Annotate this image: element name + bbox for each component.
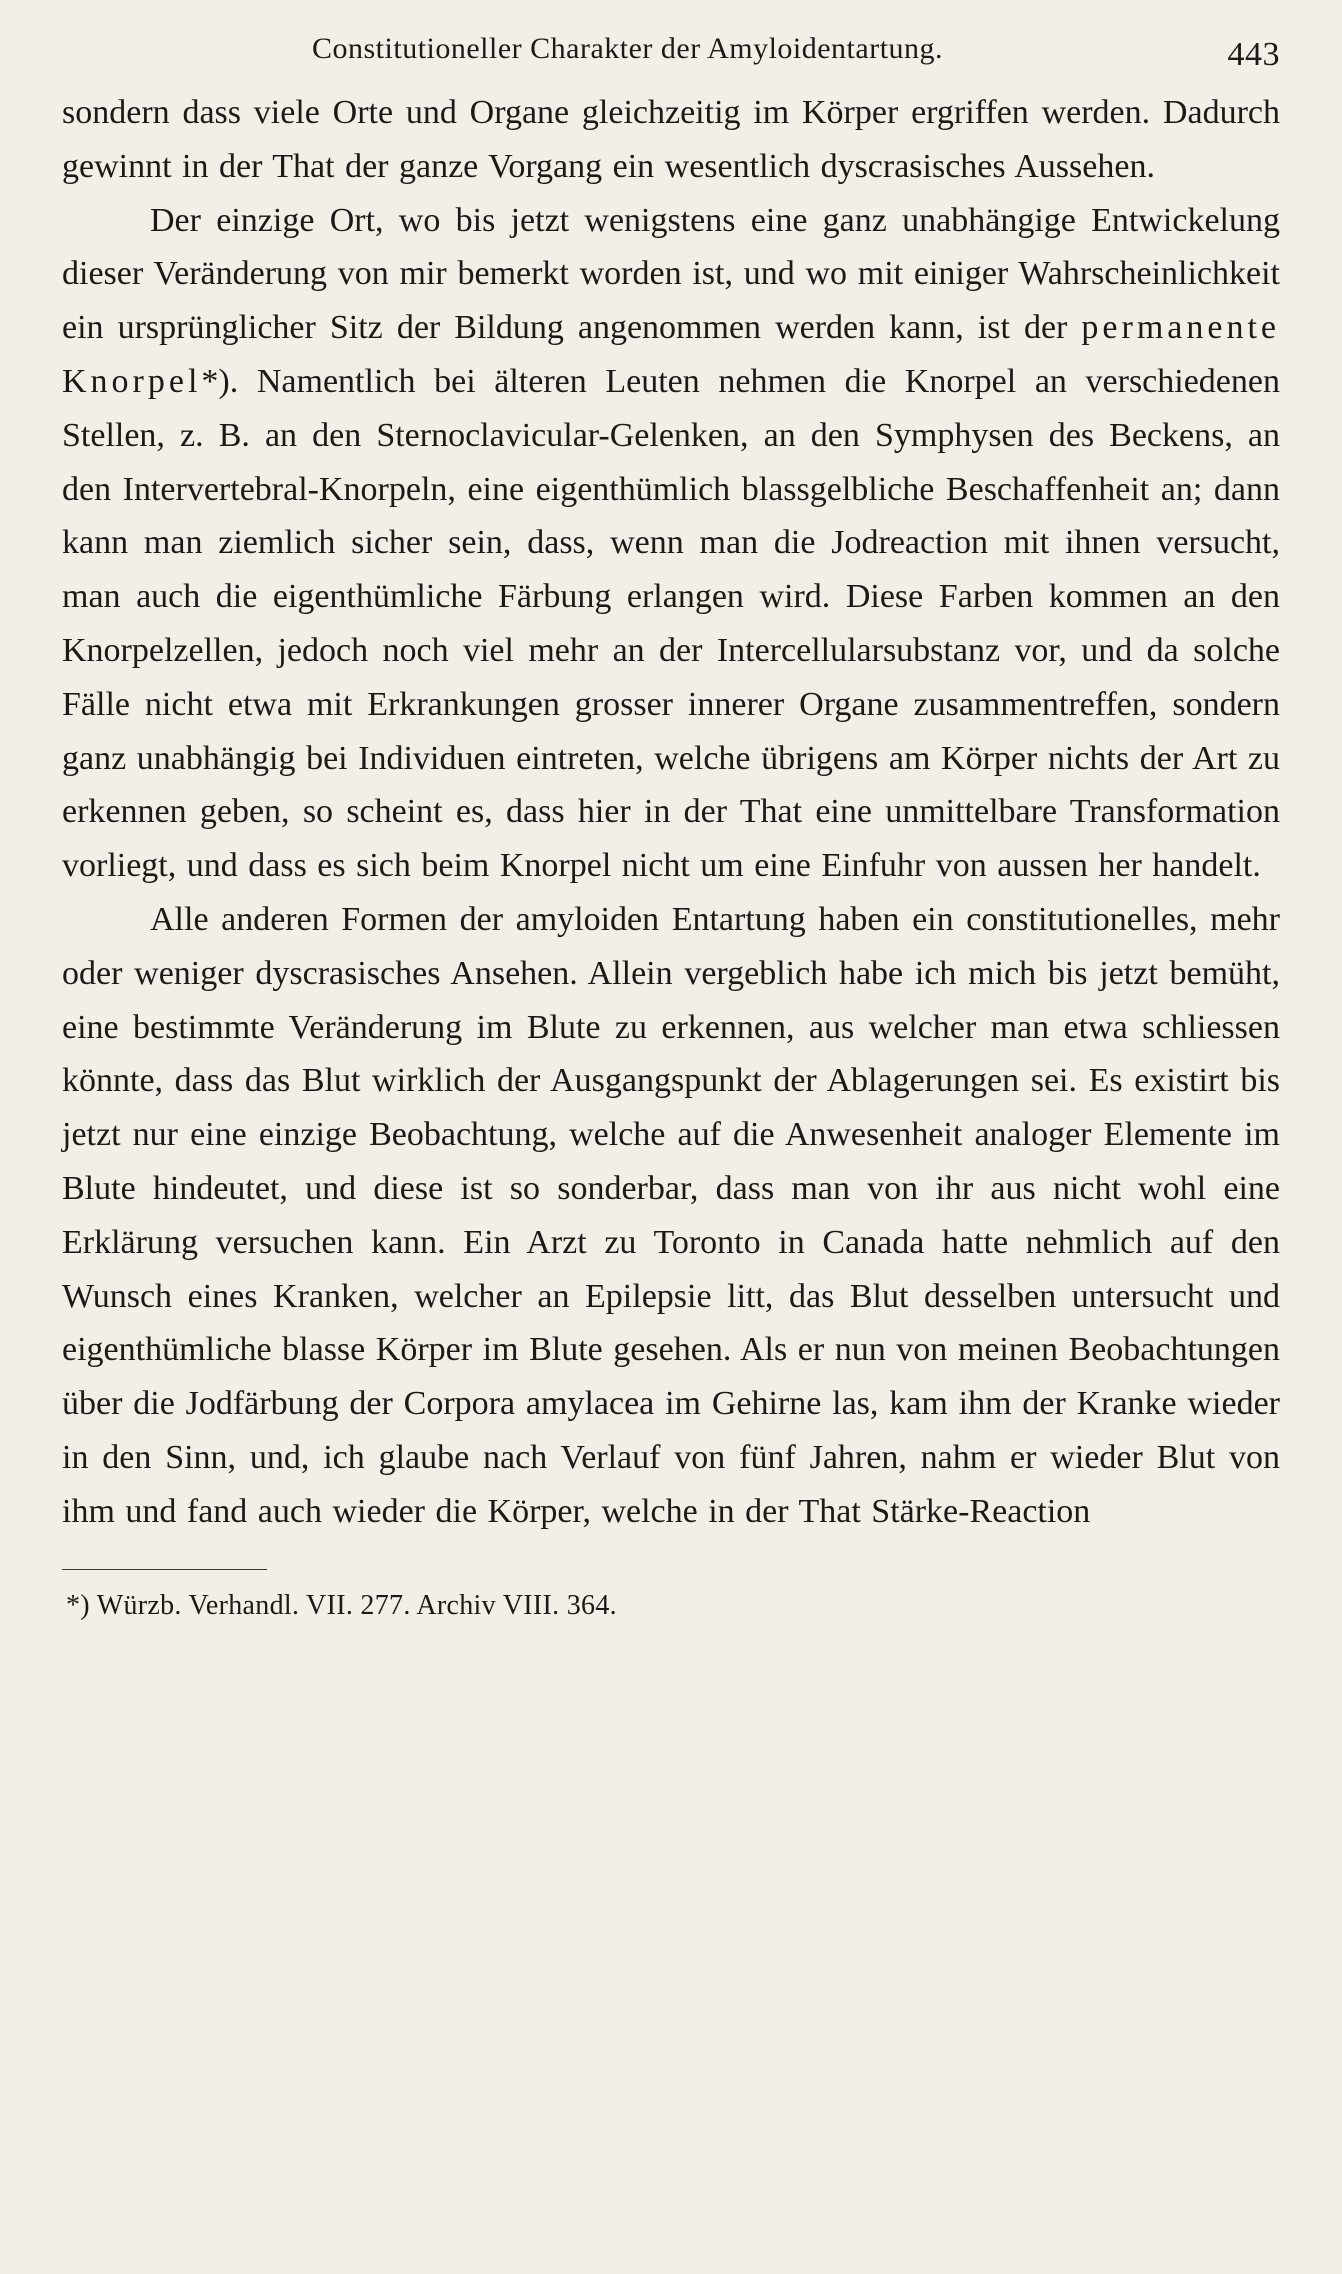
paragraph-3: Alle anderen Formen der amyloiden Entartung haben ein constitutionelles, mehr oder weniger dyscrasisches Ansehen. Allein vergeblich habe ich mich bis jetzt bemüht, eine bestimmte Veränderung im Blute zu erkennen, aus welcher man etwa schliessen könnte, dass das Blut wirklich der Ausgangspunkt der Ablagerungen sei. Es existirt bis jetzt nur eine einzige Beobachtung, welche auf die Anwesenheit analoger Elemente im Blute hindeutet, und diese ist so sonderbar, dass man von ihr aus nicht wohl eine Erklärung versuchen kann. Ein Arzt zu Toronto in Canada hatte nehmlich auf den Wunsch eines Kranken, welcher an Epilepsie litt, das Blut desselben untersucht und eigenthümliche blasse Körper im Blute gesehen. Als er nun von meinen Beobachtungen über die Jodfärbung der Corpora amylacea im Gehirne las, kam ihm der Kranke wieder in den Sinn, und, ich glaube nach Verlauf von fünf Jahren, nahm er wieder Blut von ihm und fand auch wieder die Körper, welche in der That Stärke-Reaction: [62, 900, 1280, 1530]
footnote-divider: [62, 1569, 267, 1570]
footnote: *) Würzb. Verhandl. VII. 277. Archiv VIII. 364.: [66, 1589, 617, 1621]
running-title: Constitutioneller Charakter der Amyloidentartung.: [312, 32, 944, 65]
spaced-term-permanente-knorpel: permanente Knorpel: [62, 309, 1280, 400]
paragraph-2-part-b: *). Namentlich bei älteren Leuten nehmen die Knorpel an verschiedenen Stellen, z. B. an den Sternoclavicular-Gelenken, an den Symphysen des Beckens, an den Intervertebral-Knorpeln, eine eigenthümlich blassgelbliche Beschaffenheit an; dann kann man ziemlich sicher sein, dass, wenn man die Jodreaction mit ihnen versucht, man auch die eigenthümliche Färbung erlangen wird. Diese Farben kommen an den Knorpelzellen, jedoch noch viel mehr an der Intercellularsubstanz vor, und da solche Fälle nicht etwa mit Erkrankungen grosser innerer Organe zusammentreffen, sondern ganz unabhängig bei Individuen eintreten, welche übrigens am Körper nichts der Art zu erkennen geben, so scheint es, dass hier in der That eine unmittelbare Transformation vorliegt, und dass es sich beim Knorpel nicht um eine Einfuhr von aussen her handelt.: [62, 362, 1280, 885]
book-page: [62, 30, 1280, 2250]
paragraph-2: [62, 194, 1280, 893]
page-number: 443: [1227, 36, 1280, 73]
running-header: [62, 30, 1280, 86]
paragraph-1: sondern dass viele Orte und Organe gleichzeitig im Körper ergriffen werden. Dadurch gewinnt in der That der ganze Vorgang ein wesentlich dyscrasisches Aussehen.: [62, 94, 1280, 185]
body-text: [62, 86, 1280, 1539]
paragraph-2-part-a: Der einzige Ort, wo bis jetzt wenigstens eine ganz unabhängige Entwickelung dieser Veränderung von mir bemerkt worden ist, und wo mit einiger Wahrscheinlichkeit ein ursprünglicher Sitz der Bildung angenommen werden kann, ist der: [62, 201, 1280, 347]
